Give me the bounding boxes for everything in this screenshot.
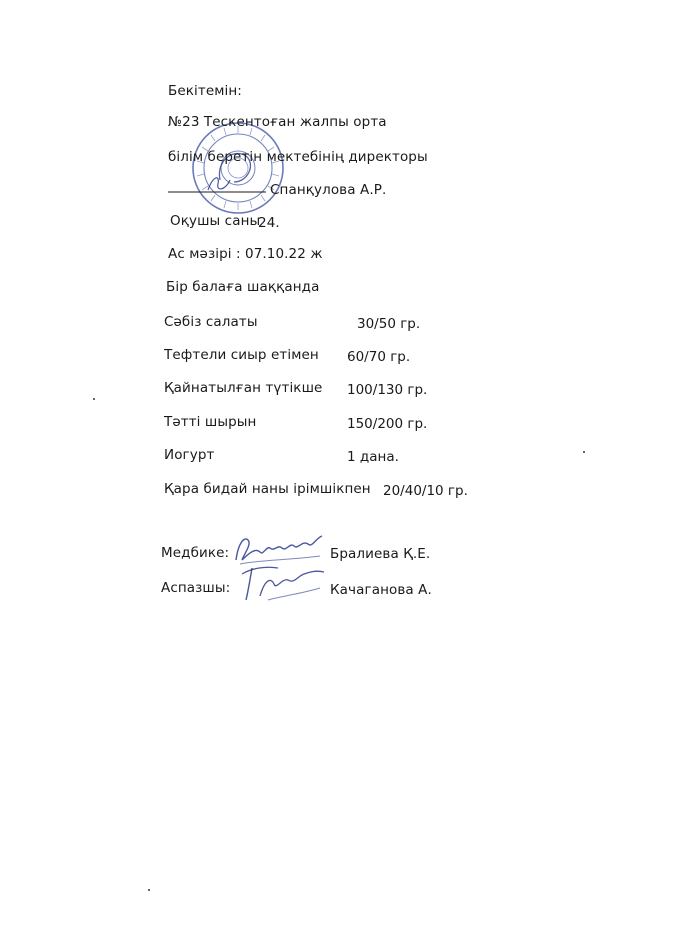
scan-speck bbox=[583, 451, 585, 453]
nurse-label: Медбике: bbox=[161, 545, 230, 561]
approval-heading: Бекітемін: bbox=[168, 83, 242, 99]
menu-item-name: Иогурт bbox=[164, 447, 215, 463]
menu-item-portion: 100/130 гр. bbox=[347, 382, 428, 398]
menu-item-portion: 60/70 гр. bbox=[347, 349, 411, 365]
cook-signature bbox=[238, 560, 328, 604]
menu-item-name: Тәтті шырын bbox=[164, 414, 257, 430]
scan-speck bbox=[93, 398, 95, 400]
menu-date: Ас мәзірі : 07.10.22 ж bbox=[168, 246, 323, 262]
nurse-name: Бралиева Қ.Е. bbox=[330, 546, 431, 562]
scan-speck bbox=[148, 889, 150, 891]
menu-item-portion: 30/50 гр. bbox=[357, 316, 421, 332]
cook-name: Качаганова А. bbox=[330, 582, 432, 598]
menu-item-portion: 150/200 гр. bbox=[347, 416, 428, 432]
per-child-label: Бір балаға шаққанда bbox=[166, 279, 320, 295]
students-count: 24. bbox=[258, 215, 280, 231]
director-signature-line bbox=[168, 170, 268, 198]
cook-label: Аспазшы: bbox=[161, 580, 231, 596]
director-name: Спанқулова А.Р. bbox=[270, 182, 387, 198]
official-stamp bbox=[190, 120, 286, 216]
menu-item-name: Қайнатылған түтікше bbox=[164, 380, 323, 396]
menu-item-name: Тефтели сиыр етімен bbox=[164, 347, 319, 363]
students-label: Оқушы саны bbox=[170, 213, 261, 229]
menu-item-name: Сәбіз салаты bbox=[164, 314, 258, 330]
school-name-line2: білім беретін мектебінің директоры bbox=[168, 149, 428, 165]
menu-item-portion: 1 дана. bbox=[347, 449, 399, 465]
school-name-line1: №23 Тескентоған жалпы орта bbox=[168, 114, 387, 130]
menu-item-name: Қара бидай наны ірімшікпен bbox=[164, 481, 371, 497]
menu-item-portion: 20/40/10 гр. bbox=[383, 483, 468, 499]
